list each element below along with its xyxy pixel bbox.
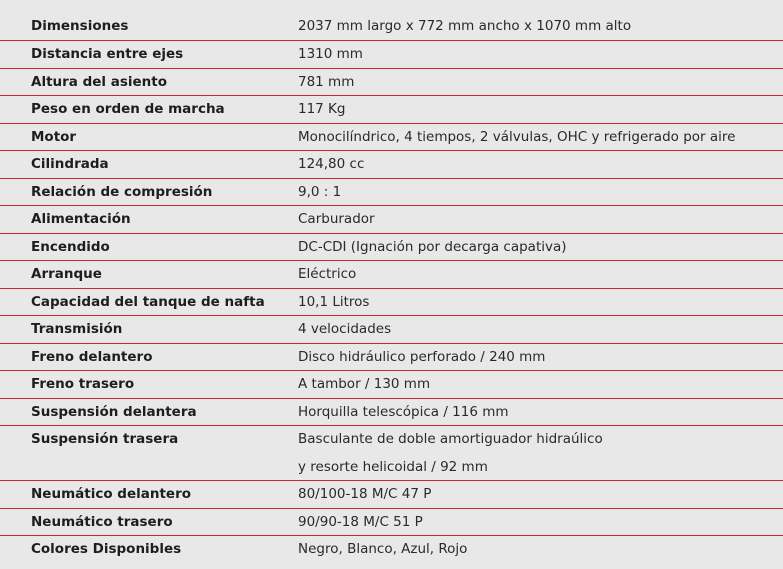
spec-label: Cilindrada	[31, 156, 109, 172]
spec-value: DC-CDI (Ignación por decarga capativa)	[298, 238, 567, 255]
spec-label: Colores Disponibles	[31, 541, 182, 557]
spec-row-encendido	[0, 234, 783, 262]
spec-label: Transmisión	[31, 321, 123, 337]
spec-value: Disco hidráulico perforado / 240 mm	[298, 348, 546, 365]
spec-value: 117 Kg	[298, 101, 346, 117]
spec-value-line-2: y resorte helicoidal / 92 mm	[298, 458, 488, 475]
spec-label: Motor	[31, 128, 77, 145]
spec-row-capacidad-tanque	[0, 289, 783, 317]
spec-value: 1310 mm	[298, 46, 363, 62]
spec-value: 9,0 : 1	[298, 183, 342, 200]
spec-row-arranque	[0, 261, 783, 289]
spec-label: Arranque	[31, 266, 102, 282]
spec-label: Capacidad del tanque de nafta	[31, 293, 265, 310]
spec-label: Neumático delantero	[31, 486, 192, 502]
spec-value	[298, 426, 603, 481]
spec-row-relacion-de-compresion	[0, 179, 783, 207]
spec-row-dimensiones	[0, 13, 783, 41]
spec-label: Altura del asiento	[31, 73, 168, 90]
spec-label: Suspensión trasera	[31, 431, 179, 447]
spec-value: 90/90-18 M/C 51 P	[298, 513, 423, 530]
spec-row-neumatico-delantero	[0, 481, 783, 509]
spec-row-freno-trasero	[0, 371, 783, 399]
spec-value: Horquilla telescópica / 116 mm	[298, 403, 509, 420]
spec-row-cilindrada	[0, 151, 783, 179]
spec-row-neumatico-trasero	[0, 509, 783, 537]
spec-row-transmision	[0, 316, 783, 344]
spec-row-suspension-delantera	[0, 399, 783, 427]
spec-label: Freno trasero	[31, 376, 135, 392]
spec-label: Alimentación	[31, 211, 131, 227]
spec-value-line-1: Basculante de doble amortiguador hidraúlico	[298, 431, 603, 447]
spec-row-colores	[0, 536, 783, 564]
spec-row-freno-delantero	[0, 344, 783, 372]
spec-label: Peso en orden de marcha	[31, 101, 225, 117]
spec-label: Distancia entre ejes	[31, 46, 184, 62]
spec-label: Neumático trasero	[31, 513, 173, 530]
spec-value: A tambor / 130 mm	[298, 376, 431, 392]
spec-label: Suspensión delantera	[31, 403, 197, 420]
spec-label: Encendido	[31, 238, 110, 255]
spec-row-motor	[0, 124, 783, 152]
spec-value: 124,80 cc	[298, 156, 365, 172]
spec-value: Eléctrico	[298, 266, 357, 282]
spec-label: Freno delantero	[31, 348, 153, 365]
spec-row-altura-del-asiento	[0, 69, 783, 97]
spec-value: 10,1 Litros	[298, 293, 370, 310]
spec-value: Monocilíndrico, 4 tiempos, 2 válvulas, OHC y refrigerado por aire	[298, 128, 736, 145]
spec-value: 80/100-18 M/C 47 P	[298, 486, 432, 502]
spec-label: Relación de compresión	[31, 183, 213, 200]
spec-row-distancia-entre-ejes	[0, 41, 783, 69]
spec-row-peso	[0, 96, 783, 124]
spec-value: 2037 mm largo x 772 mm ancho x 1070 mm alto	[298, 18, 632, 34]
spec-value: Carburador	[298, 211, 375, 227]
spec-value: Negro, Blanco, Azul, Rojo	[298, 541, 468, 557]
spec-value: 4 velocidades	[298, 321, 392, 337]
spec-label: Dimensiones	[31, 18, 129, 34]
spec-row-alimentacion	[0, 206, 783, 234]
spec-row-suspension-trasera	[0, 426, 783, 481]
spec-value: 781 mm	[298, 73, 355, 90]
